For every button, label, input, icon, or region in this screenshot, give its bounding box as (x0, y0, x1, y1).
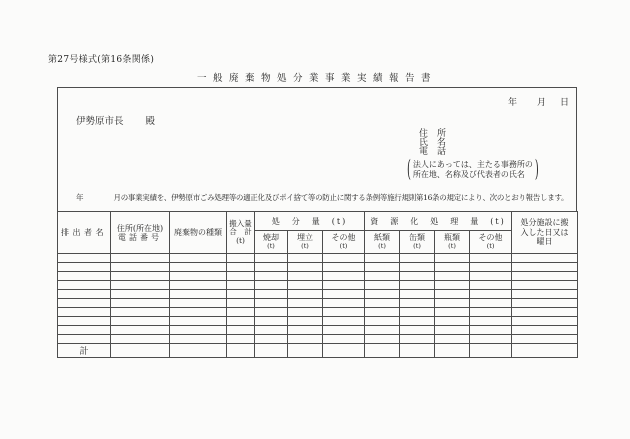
day-label: 日 (560, 98, 570, 108)
empty-cell (470, 281, 512, 290)
empty-cell (111, 254, 170, 263)
empty-cell (323, 326, 365, 335)
empty-data-row (58, 308, 578, 317)
empty-cell (323, 263, 365, 272)
empty-data-row (58, 263, 578, 272)
empty-cell (170, 254, 227, 263)
empty-cell (288, 344, 323, 358)
empty-cell (323, 317, 365, 326)
empty-cell (512, 335, 578, 344)
empty-cell (227, 344, 255, 358)
empty-cell (58, 326, 111, 335)
empty-cell (58, 263, 111, 272)
declaration-text: 月の事業実績を、伊勢原市ごみ処理等の適正化及びポイ捨て等の防止に関する条例等施行規則第16条の規定により、次のとおり報告します。 (113, 193, 569, 202)
empty-cell (111, 272, 170, 281)
empty-cell (512, 290, 578, 299)
empty-cell (470, 308, 512, 317)
empty-cell (255, 308, 288, 317)
empty-data-row (58, 335, 578, 344)
empty-cell (288, 308, 323, 317)
empty-cell (111, 344, 170, 358)
declaration-year-label: 年 (76, 193, 84, 202)
empty-cell (365, 272, 400, 281)
empty-cell (255, 344, 288, 358)
empty-cell (170, 317, 227, 326)
empty-cell (400, 254, 435, 263)
empty-cell (365, 290, 400, 299)
empty-cell (255, 281, 288, 290)
empty-cell (227, 335, 255, 344)
empty-cell (365, 344, 400, 358)
date-line (508, 95, 569, 108)
empty-cell (470, 263, 512, 272)
empty-data-row (58, 281, 578, 290)
empty-cell (512, 299, 578, 308)
phone-label: 電 話 (419, 147, 447, 157)
empty-cell (255, 299, 288, 308)
declaration-sentence (76, 192, 568, 203)
group-header-recycle-amount: 資 源 化 処 理 量 (t) (365, 212, 512, 231)
empty-cell (435, 290, 470, 299)
empty-cell (255, 317, 288, 326)
empty-cell (227, 263, 255, 272)
col-header-discharger: 排出者名 (58, 212, 111, 254)
empty-cell (400, 290, 435, 299)
empty-cell (58, 254, 111, 263)
col-header-waste-type: 廃棄物の種類 (170, 212, 227, 254)
empty-cell (255, 254, 288, 263)
empty-cell (365, 308, 400, 317)
empty-cell (470, 299, 512, 308)
empty-cell (111, 263, 170, 272)
empty-cell (435, 308, 470, 317)
empty-cell (400, 335, 435, 344)
empty-cell (323, 281, 365, 290)
form-number: 第27号様式(第16条関係) (48, 55, 155, 65)
empty-cell (323, 290, 365, 299)
empty-cell (58, 335, 111, 344)
empty-data-row (58, 299, 578, 308)
empty-cell (170, 344, 227, 358)
empty-cell (227, 281, 255, 290)
empty-cell (323, 335, 365, 344)
empty-cell (255, 272, 288, 281)
empty-cell (512, 344, 578, 358)
empty-cell (170, 290, 227, 299)
empty-cell (58, 272, 111, 281)
empty-cell (255, 263, 288, 272)
empty-cell (400, 344, 435, 358)
empty-cell (435, 272, 470, 281)
empty-cell (400, 263, 435, 272)
empty-cell (435, 281, 470, 290)
empty-cell (58, 317, 111, 326)
empty-cell (288, 299, 323, 308)
empty-cell (365, 263, 400, 272)
empty-cell (227, 326, 255, 335)
empty-cell (365, 254, 400, 263)
empty-cell (470, 254, 512, 263)
empty-cell (323, 272, 365, 281)
empty-cell (365, 317, 400, 326)
empty-cell (512, 254, 578, 263)
empty-cell (170, 263, 227, 272)
empty-cell (323, 308, 365, 317)
empty-cell (365, 299, 400, 308)
col-header-address-phone: 住所(所在地) 電話番号 (111, 212, 170, 254)
col-header-cans: 缶類 (t) (400, 231, 435, 254)
empty-cell (400, 317, 435, 326)
corporate-note-line1: 法人にあっては、主たる事務所の (412, 160, 533, 169)
corporate-note (407, 157, 539, 183)
empty-cell (111, 299, 170, 308)
empty-cell (227, 317, 255, 326)
empty-cell (512, 272, 578, 281)
empty-cell (470, 344, 512, 358)
empty-cell (170, 308, 227, 317)
empty-cell (470, 335, 512, 344)
report-table-body (58, 254, 578, 358)
col-header-facility-date: 処分施設に搬 入した日又は 曜日 (512, 212, 578, 254)
total-label: 計 (58, 344, 111, 358)
empty-cell (170, 326, 227, 335)
empty-cell (512, 263, 578, 272)
empty-cell (323, 344, 365, 358)
empty-cell (470, 272, 512, 281)
empty-cell (288, 254, 323, 263)
empty-cell (111, 281, 170, 290)
empty-cell (170, 299, 227, 308)
empty-cell (365, 335, 400, 344)
empty-cell (470, 326, 512, 335)
empty-cell (323, 254, 365, 263)
empty-cell (365, 281, 400, 290)
empty-cell (288, 272, 323, 281)
empty-cell (111, 308, 170, 317)
year-label: 年 (508, 98, 518, 108)
empty-cell (255, 326, 288, 335)
close-paren: ) (534, 157, 539, 183)
corporate-note-line2: 所在地、名称及び代表者の氏名 (412, 170, 525, 179)
empty-cell (170, 335, 227, 344)
open-paren: ( (407, 157, 411, 183)
empty-cell (227, 272, 255, 281)
col-header-disposal-other: その他 (t) (323, 231, 365, 254)
report-header-box (57, 87, 577, 211)
empty-cell (58, 281, 111, 290)
empty-cell (111, 326, 170, 335)
address-label: 住 所 (419, 129, 447, 139)
empty-cell (470, 317, 512, 326)
empty-cell (435, 263, 470, 272)
empty-cell (435, 335, 470, 344)
empty-cell (288, 263, 323, 272)
empty-cell (512, 281, 578, 290)
empty-cell (288, 281, 323, 290)
empty-data-row (58, 272, 578, 281)
empty-cell (58, 299, 111, 308)
empty-cell (227, 299, 255, 308)
col-header-paper: 紙類 (t) (365, 231, 400, 254)
empty-cell (58, 290, 111, 299)
month-label: 月 (537, 98, 547, 108)
empty-cell (435, 299, 470, 308)
col-header-landfill: 埋立 (t) (288, 231, 323, 254)
empty-cell (323, 299, 365, 308)
empty-cell (111, 290, 170, 299)
name-label: 氏 名 (419, 138, 447, 148)
empty-cell (111, 335, 170, 344)
empty-cell (365, 326, 400, 335)
empty-cell (170, 281, 227, 290)
empty-cell (288, 290, 323, 299)
empty-cell (435, 254, 470, 263)
empty-cell (111, 317, 170, 326)
empty-cell (400, 308, 435, 317)
empty-cell (58, 308, 111, 317)
empty-cell (512, 326, 578, 335)
honorific-label: 殿 (145, 116, 156, 127)
empty-data-row (58, 290, 578, 299)
empty-cell (400, 272, 435, 281)
empty-cell (435, 326, 470, 335)
document-title: 一般廃棄物処分業事業実績報告書 (196, 73, 437, 84)
empty-cell (435, 344, 470, 358)
empty-cell (170, 272, 227, 281)
empty-cell (227, 308, 255, 317)
empty-data-row (58, 317, 578, 326)
col-header-incineration: 焼却 (t) (255, 231, 288, 254)
empty-cell (512, 308, 578, 317)
col-header-carried-in-total: 搬入量 合 計 (t) (227, 212, 255, 254)
addressee (76, 113, 155, 127)
empty-cell (288, 335, 323, 344)
report-table (57, 211, 578, 358)
empty-cell (288, 326, 323, 335)
empty-data-row (58, 254, 578, 263)
empty-data-row (58, 326, 578, 335)
contact-block (419, 130, 446, 157)
empty-cell (400, 281, 435, 290)
empty-cell (512, 317, 578, 326)
col-header-bottles: 瓶類 (t) (435, 231, 470, 254)
col-header-recycle-other: その他 (t) (470, 231, 512, 254)
empty-cell (255, 290, 288, 299)
empty-cell (227, 254, 255, 263)
group-header-disposal-amount: 処 分 量 (t) (255, 212, 365, 231)
empty-cell (288, 317, 323, 326)
empty-cell (227, 290, 255, 299)
empty-cell (255, 335, 288, 344)
empty-cell (400, 299, 435, 308)
addressee-name: 伊勢原市長 (76, 116, 124, 127)
empty-cell (400, 326, 435, 335)
empty-cell (435, 317, 470, 326)
empty-cell (470, 290, 512, 299)
total-row (58, 344, 578, 358)
